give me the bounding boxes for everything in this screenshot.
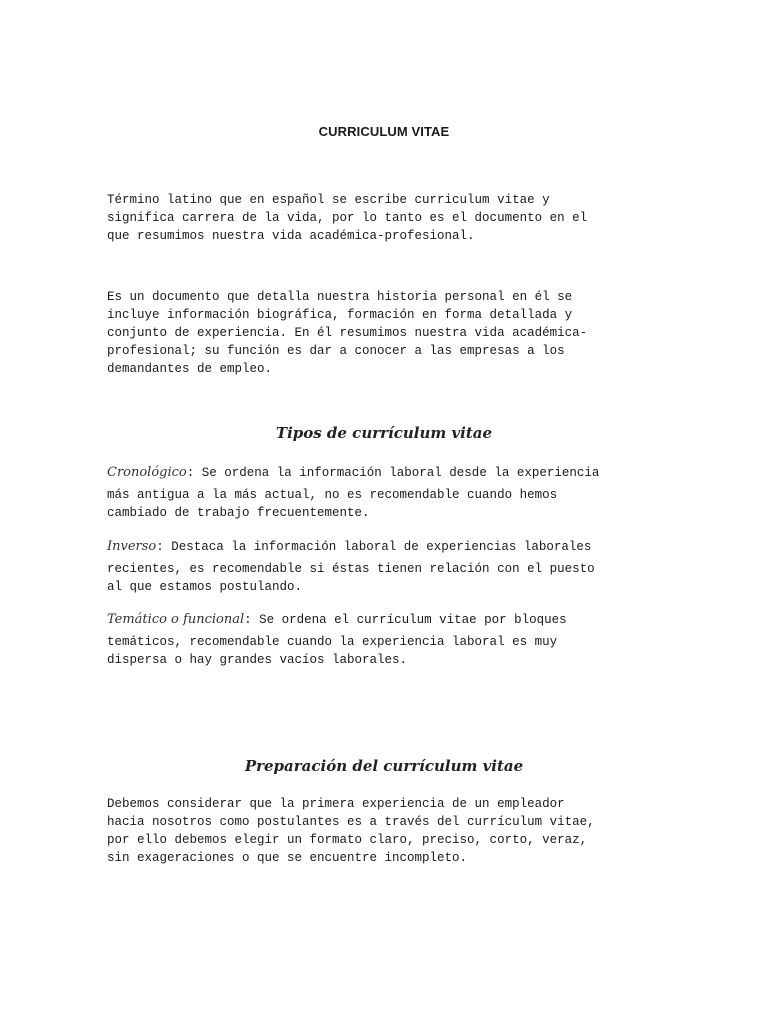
type-description-start: : Se ordena el currículum vitae por bloques <box>244 613 567 627</box>
type-item-first-line <box>107 611 667 629</box>
type-item-line: recientes, es recomendable si éstas tienen relación con el puesto <box>107 562 595 576</box>
intro-line: que resumimos nuestra vida académica-profesional. <box>107 229 475 243</box>
preparation-line: sin exageraciones o que se encuentre incompleto. <box>107 851 468 865</box>
type-item-inverse <box>107 538 667 596</box>
intro-line: Término latino que en español se escribe curriculum vitae y <box>107 193 550 207</box>
preparation-line: Debemos considerar que la primera experiencia de un empleador <box>107 797 565 811</box>
definition-line: profesional; su función es dar a conocer a las empresas a los <box>107 344 565 358</box>
type-item-thematic <box>107 611 667 669</box>
type-item-first-line <box>107 538 667 556</box>
type-term: Temático o funcional <box>107 612 245 627</box>
type-description-start: : Se ordena la información laboral desde la experiencia <box>186 466 600 480</box>
type-term: Inverso <box>107 539 157 554</box>
type-item-line: cambiado de trabajo frecuentemente. <box>107 506 370 520</box>
definition-line: demandantes de empleo. <box>107 362 273 376</box>
definition-line: Es un documento que detalla nuestra historia personal en él se <box>107 290 573 304</box>
type-item-line: temáticos, recomendable cuando la experiencia laboral es muy <box>107 635 558 649</box>
type-item-chronological <box>107 464 667 522</box>
definition-line: conjunto de experiencia. En él resumimos nuestra vida académica- <box>107 326 588 340</box>
type-item-line: más antigua a la más actual, no es recomendable cuando hemos <box>107 488 558 502</box>
type-term: Cronológico <box>107 465 187 480</box>
preparation-paragraph <box>107 795 667 867</box>
type-item-line: al que estamos postulando. <box>107 580 303 594</box>
type-item-line: dispersa o hay grandes vacíos laborales. <box>107 653 408 667</box>
document-title: CURRICULUM VITAE <box>318 124 450 139</box>
definition-line: incluye información biográfica, formación en forma detallada y <box>107 308 573 322</box>
preparation-heading: Preparación del currículum vitae <box>244 757 524 775</box>
type-item-first-line <box>107 464 667 482</box>
intro-line: significa carrera de la vida, por lo tanto es el documento en el <box>107 211 588 225</box>
preparation-line: por ello debemos elegir un formato claro, preciso, corto, veraz, <box>107 833 588 847</box>
intro-paragraph <box>107 191 667 245</box>
definition-paragraph <box>107 288 667 378</box>
type-description-start: : Destaca la información laboral de experiencias laborales <box>156 540 592 554</box>
types-heading: Tipos de currículum vitae <box>275 424 493 442</box>
preparation-line: hacia nosotros como postulantes es a través del currículum vitae, <box>107 815 595 829</box>
